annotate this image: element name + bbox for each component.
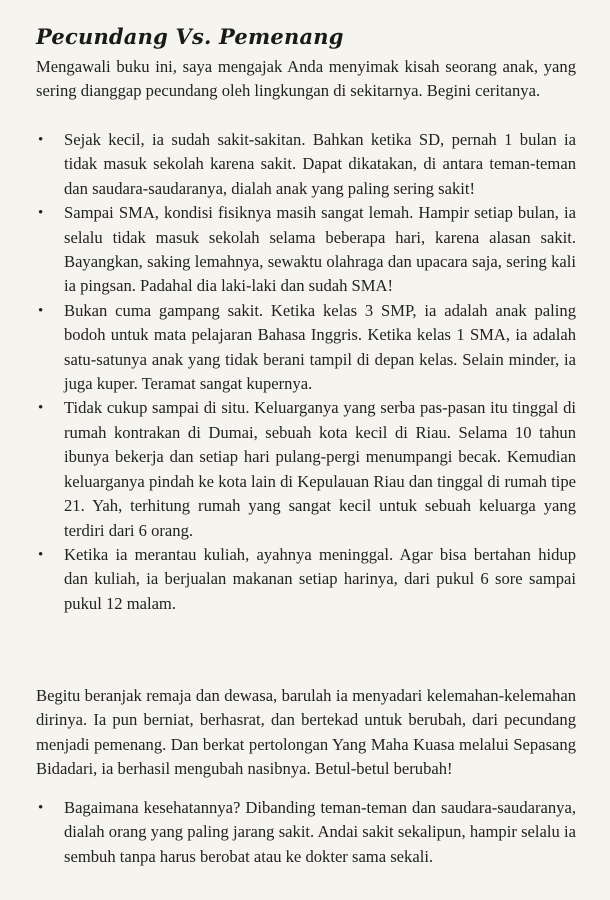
page-title: Pecundang Vs. Pemenang	[36, 24, 344, 49]
list-item	[36, 543, 576, 616]
list-item	[36, 201, 576, 299]
bullet-icon: •	[38, 132, 44, 148]
list-item	[36, 396, 576, 542]
bullet-icon: •	[38, 205, 44, 222]
list-item-text: Sampai SMA, kondisi fisiknya masih sangat lemah. Hampir setiap bulan, ia selalu tidak masuk sekolah selama beberapa hari, karena alasan sakit. Bayangkan, saking lemahnya, sewaktu olahraga dan upacara saja, sering kali ia pingsan. Padahal dia laki-laki dan sudah SMA!	[64, 203, 576, 296]
bullet-list-before	[36, 128, 576, 616]
list-item-text: Bukan cuma gampang sakit. Ketika kelas 3 SMP, ia adalah anak paling bodoh untuk mata pelajaran Bahasa Inggris. Ketika kelas 1 SMA, ia adalah satu-satunya anak yang tidak berani tampil di depan kelas. Selain minder, ia juga kuper. Teramat sangat kupernya.	[64, 300, 576, 394]
list-item	[36, 299, 576, 397]
list-item-text: Ketika ia merantau kuliah, ayahnya meninggal. Agar bisa bertahan hidup dan kuliah, ia berjualan makanan setiap harinya, dari pukul 6 sore sampai pukul 12 malam.	[64, 544, 576, 613]
list-item	[36, 796, 576, 869]
bullet-icon: •	[38, 800, 44, 816]
list-item-text: Bagaimana kesehatannya? Dibanding teman-teman dan saudara-saudaranya, dialah orang yang paling jarang sakit. Andai sakit sekalipun, hampir selalu ia sembuh tanpa harus berobat atau ke dokter sama sekali.	[64, 798, 576, 866]
second-paragraph: Begitu beranjak remaja dan dewasa, barulah ia menyadari kelemahan-kelemahan dirinya. Ia pun berniat, berhasrat, dan bertekad untuk berubah, dari pecundang menjadi pemenang. Dan berkat pertolongan Yang Maha Kuasa melalui Sepasang Bidadari, ia berhasil mengubah nasibnya. Betul-betul berubah!	[36, 686, 576, 779]
bullet-icon: •	[38, 400, 44, 417]
bullet-icon: •	[38, 302, 44, 319]
list-item	[36, 128, 576, 201]
list-item-text: Tidak cukup sampai di situ. Keluarganya yang serba pas-pasan itu tinggal di rumah kontrakan di Dumai, sebuah kota kecil di Riau. Selama 10 tahun ibunya bekerja dan setiap hari pulang-pergi menumpangi becak. Kemudian keluarganya pindah ke kota lain di Kepulauan Riau dan tinggal di rumah tipe 21. Yah, terhitung rumah yang sangat kecil untuk sebuah keluarga yang terdiri dari 6 orang.	[64, 398, 576, 540]
intro-paragraph: Mengawali buku ini, saya mengajak Anda menyimak kisah seorang anak, yang sering dianggap pecundang oleh lingkungan di sekitarnya. Begini ceritanya.	[36, 57, 576, 101]
list-item-text: Sejak kecil, ia sudah sakit-sakitan. Bahkan ketika SD, pernah 1 bulan ia tidak masuk sekolah karena sakit. Dapat dikatakan, di antara teman-teman dan saudara-saudaranya, dialah anak yang paling sering sakit!	[64, 130, 576, 198]
bullet-list-after	[36, 796, 576, 869]
bullet-icon: •	[38, 546, 44, 563]
